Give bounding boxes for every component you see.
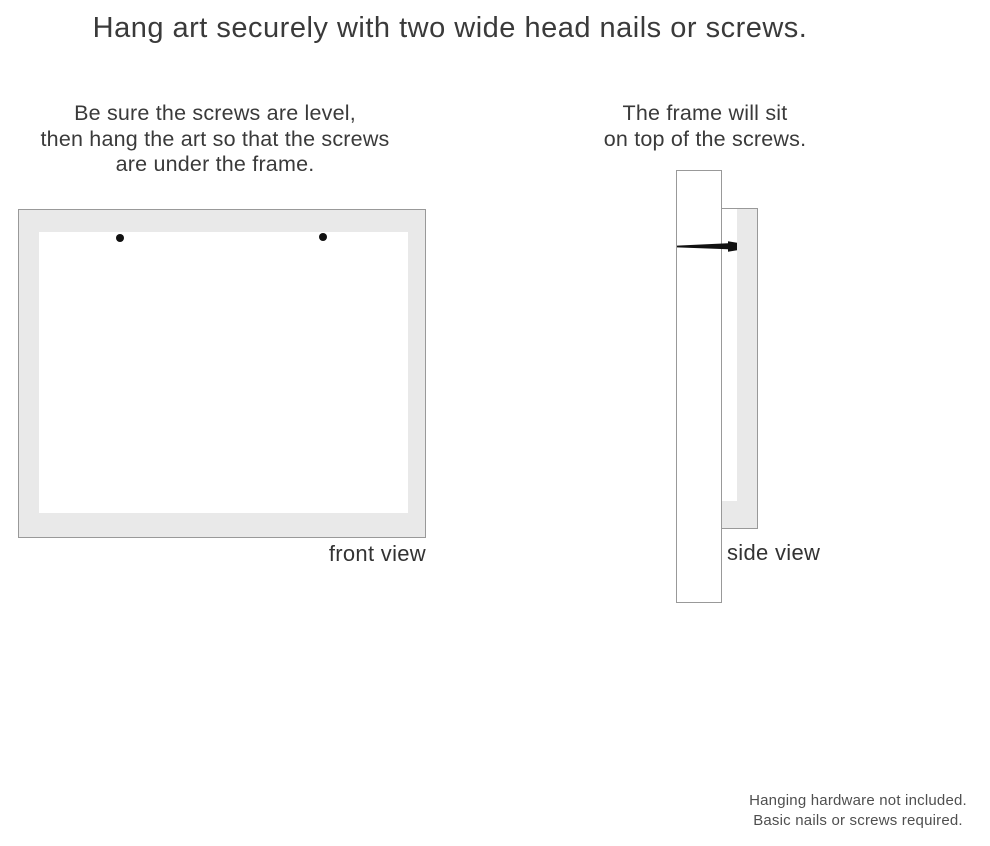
screw-dot-left xyxy=(116,234,124,242)
artwork-area xyxy=(39,232,408,513)
side-view-label: side view xyxy=(727,540,821,565)
wall-edge-side-view xyxy=(676,170,722,603)
art-frame-front-view xyxy=(18,209,426,538)
footnote xyxy=(733,791,983,831)
nail-shaft xyxy=(677,243,728,249)
side-view-instruction xyxy=(590,101,820,152)
page-title: Hang art securely with two wide head nails or screws. xyxy=(92,12,808,44)
nail-icon xyxy=(668,236,742,258)
footnote-line: Basic nails or screws required. xyxy=(753,812,963,829)
instruction-line: on top of the screws. xyxy=(603,126,807,151)
front-view-instruction xyxy=(15,101,415,178)
front-view-label: front view xyxy=(328,541,426,566)
instruction-line: then hang the art so that the screws xyxy=(40,126,390,151)
instruction-line: The frame will sit xyxy=(622,101,788,125)
screw-dot-right xyxy=(319,233,327,241)
footnote-line: Hanging hardware not included. xyxy=(749,792,967,809)
instruction-line: are under the frame. xyxy=(115,152,315,176)
instruction-line: Be sure the screws are level, xyxy=(74,101,356,125)
nail-head xyxy=(728,241,737,252)
